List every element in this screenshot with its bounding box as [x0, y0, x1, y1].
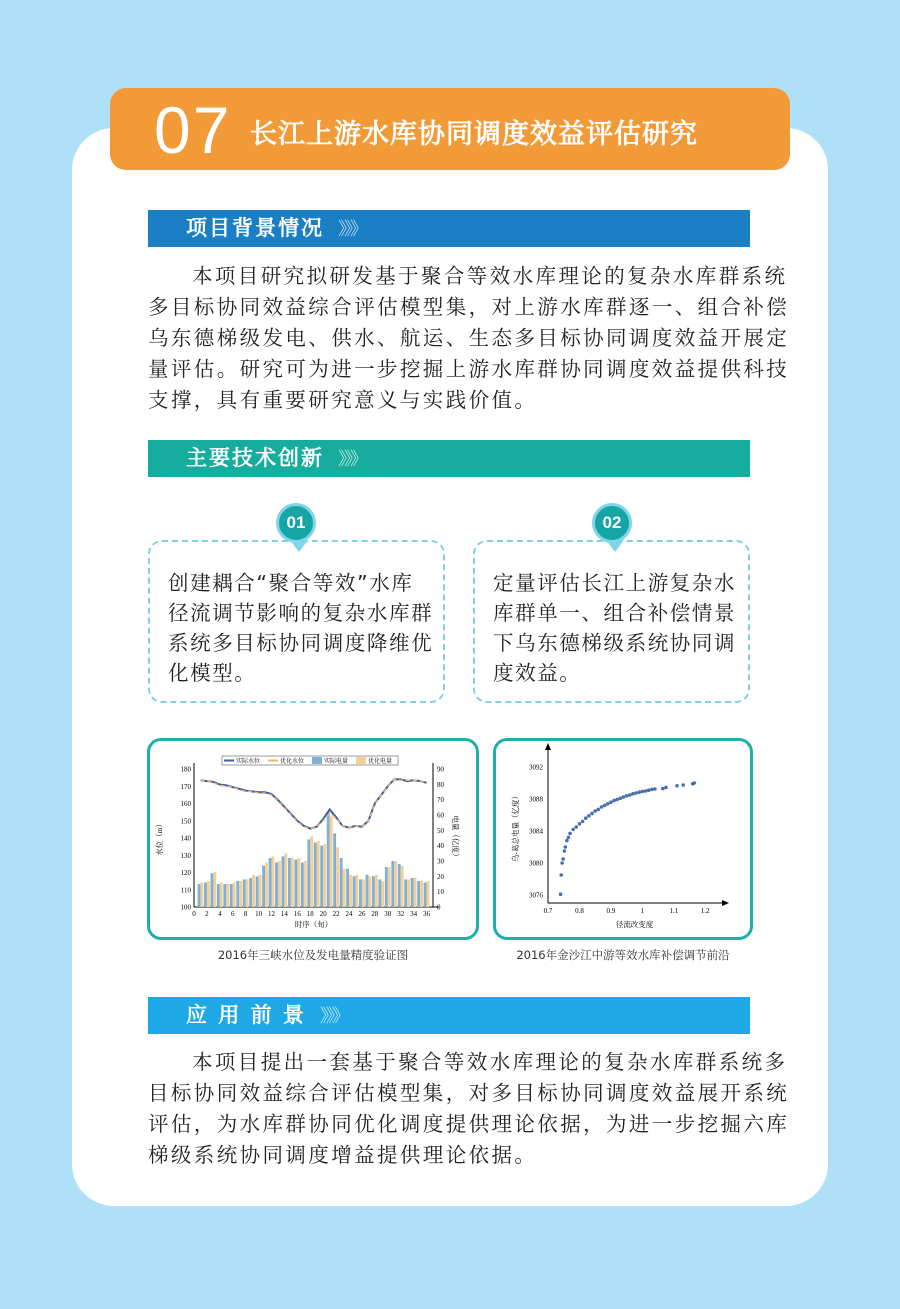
bar-actual-power [294, 859, 297, 907]
section-title: 主要技术创新 [186, 446, 324, 470]
bar-actual-power [417, 881, 420, 907]
scatter-point [565, 839, 569, 843]
section-header-background [148, 210, 750, 247]
text-line: 量评估。研究可为进一步挖掘上游水库群协同调度效益提供科技 [148, 357, 790, 381]
text-line: 径流调节影响的复杂水库群 [168, 601, 434, 625]
x-tick-label: 20 [319, 910, 327, 918]
legend-label: 优化电量 [368, 759, 393, 765]
bar-optimized-power [414, 878, 417, 907]
bar-optimized-power [420, 881, 423, 907]
chart-panel-water-level [147, 738, 479, 940]
legend-label: 实际电量 [324, 759, 349, 765]
bar-actual-power [275, 863, 278, 907]
bar-optimized-power [259, 875, 262, 907]
scatter-point [590, 812, 594, 816]
x-axis-label: 径流改变度 [615, 920, 654, 929]
y2-tick-label: 80 [437, 780, 444, 789]
y2-axis-label: 电量（亿度） [451, 815, 460, 861]
x-tick-label: 4 [218, 910, 222, 918]
bar-actual-power [391, 861, 394, 907]
text-line: 系统多目标协同调度降维优 [168, 631, 434, 655]
bar-optimized-power [246, 879, 249, 907]
x-tick-label: 2 [205, 910, 209, 918]
text-line: 创建耦合“聚合等效”水库 [168, 571, 414, 595]
x-tick-label: 34 [410, 910, 418, 918]
y-tick-label: 140 [180, 834, 191, 843]
y-tick-label: 180 [180, 765, 191, 774]
section-title: 应 用 前 景 [186, 1003, 306, 1027]
x-tick-label: 18 [306, 910, 314, 918]
y-tick-label: 3080 [529, 859, 543, 868]
bar-optimized-power [343, 869, 346, 907]
scatter-point [587, 814, 591, 818]
bar-optimized-power [394, 861, 397, 907]
bar-optimized-power [278, 861, 281, 907]
y-tick-label: 3092 [529, 763, 543, 772]
x-tick-label: 28 [371, 910, 379, 918]
scatter-point [681, 783, 685, 787]
x-tick-label: 16 [293, 910, 301, 918]
bar-actual-power [359, 879, 362, 907]
y-tick-label: 110 [180, 886, 191, 895]
bar-optimized-power [297, 858, 300, 907]
scatter-point [634, 791, 638, 795]
text-line: 支撑，具有重要研究意义与实践价值。 [148, 388, 538, 412]
scatter-point [600, 805, 604, 809]
chevrons-icon: 》》》 [319, 1006, 347, 1027]
bar-actual-power [217, 884, 220, 907]
bar-actual-power [333, 833, 336, 907]
x-tick-label: 10 [255, 910, 263, 918]
x-tick-label: 24 [345, 910, 353, 918]
x-tick-label: 12 [268, 910, 276, 918]
bar-actual-power [223, 884, 226, 907]
y-tick-label: 3088 [529, 795, 543, 804]
bar-optimized-power [368, 876, 371, 907]
bar-optimized-power [200, 882, 203, 907]
legend-swatch [356, 757, 366, 764]
y-tick-label: 160 [180, 800, 191, 808]
bar-optimized-power [388, 867, 391, 907]
x-tick-label: 30 [384, 910, 392, 918]
bar-actual-power [320, 846, 323, 907]
innovation-card-1 [148, 540, 445, 703]
y2-tick-label: 10 [437, 888, 444, 897]
background-paragraph [148, 261, 790, 416]
y2-tick-label: 40 [437, 842, 444, 851]
bar-optimized-power [233, 882, 236, 907]
legend-label: 实际水位 [236, 759, 261, 765]
bar-actual-power [198, 884, 201, 907]
bar-actual-power [372, 876, 375, 907]
scatter-point [603, 804, 607, 808]
chevrons-icon: 》》》 [338, 449, 365, 470]
y2-tick-label: 30 [437, 857, 444, 866]
scatter-point [631, 792, 635, 796]
bar-actual-power [236, 881, 239, 907]
bar-actual-power [249, 878, 252, 907]
scatter-point [584, 816, 588, 820]
bar-actual-power [269, 858, 272, 907]
frontier-scatter-chart [496, 741, 750, 937]
bar-optimized-power [304, 861, 307, 907]
bar-optimized-power [226, 884, 229, 907]
text-line: 化模型。 [168, 661, 257, 685]
scatter-point [561, 857, 565, 861]
scatter-point [563, 849, 567, 853]
bar-optimized-power [401, 866, 404, 907]
text-line: 度效益。 [493, 661, 582, 685]
scatter-point [637, 790, 641, 794]
x-tick-label: 36 [423, 910, 431, 918]
bar-actual-power [346, 869, 349, 907]
bar-optimized-power [323, 844, 326, 907]
scatter-point [578, 822, 582, 826]
x-tick-label: 26 [358, 910, 366, 918]
y-axis-arrow-icon [545, 743, 551, 750]
bar-optimized-power [362, 879, 365, 907]
bar-actual-power [404, 879, 407, 907]
scatter-point [615, 798, 619, 802]
bar-optimized-power [407, 879, 410, 907]
chapter-number: 07 [154, 93, 232, 167]
scatter-point [571, 828, 575, 832]
y2-tick-label: 20 [437, 872, 444, 881]
bar-actual-power [314, 843, 317, 907]
bar-optimized-power [336, 847, 339, 907]
line-actual-water-level [200, 779, 426, 828]
bar-actual-power [424, 882, 427, 907]
bar-actual-power [353, 876, 356, 907]
scatter-point [628, 793, 632, 797]
bar-optimized-power [317, 841, 320, 907]
x-tick-label: 1 [640, 907, 645, 915]
scatter-point [692, 781, 696, 785]
scatter-point [644, 789, 648, 793]
bar-actual-power [366, 875, 369, 907]
y-axis-label: 水位（m） [155, 820, 164, 856]
bar-actual-power [327, 812, 330, 907]
scatter-point [559, 892, 563, 896]
x-tick-label: 14 [280, 910, 288, 918]
scatter-point [664, 786, 668, 790]
bar-optimized-power [239, 881, 242, 907]
text-line: 乌东德梯级发电、供水、航运、生态多目标协同调度效益开展定 [148, 326, 790, 350]
section-header-prospect [148, 997, 750, 1034]
x-tick-label: 22 [332, 910, 340, 918]
scatter-point [568, 832, 572, 836]
scatter-point [625, 794, 629, 798]
legend-label: 优化水位 [280, 759, 305, 765]
y2-tick-label: 90 [437, 765, 444, 774]
scatter-point [560, 861, 564, 865]
scatter-point [609, 800, 613, 804]
scatter-point [653, 787, 657, 791]
bar-actual-power [288, 858, 291, 907]
scatter-point [661, 787, 665, 791]
bar-optimized-power [349, 875, 352, 907]
scatter-point [597, 808, 601, 812]
pin-badge-01: 01 [276, 503, 316, 543]
x-tick-label: 1.1 [669, 907, 679, 915]
y-tick-label: 3076 [529, 891, 543, 900]
x-tick-label: 0.7 [543, 907, 553, 915]
scatter-point [647, 788, 651, 792]
bar-optimized-power [252, 875, 255, 907]
text-line: 下乌东德梯级系统协同调 [493, 631, 737, 655]
x-tick-label: 6 [231, 910, 235, 918]
bar-actual-power [378, 879, 381, 907]
y-tick-label: 130 [180, 851, 191, 860]
bar-optimized-power [310, 836, 313, 907]
scatter-point [641, 790, 645, 794]
bar-actual-power [210, 873, 213, 907]
section-title: 项目背景情况 [186, 216, 324, 240]
x-tick-label: 1.2 [700, 907, 710, 915]
chart-caption: 2016年金沙江中游等效水库补偿调节前沿 [516, 948, 730, 962]
innovation-card-2 [473, 540, 750, 703]
bar-actual-power [204, 882, 207, 907]
chart-caption: 2016年三峡水位及发电量精度验证图 [217, 948, 409, 962]
scatter-point [593, 809, 597, 813]
scatter-point [575, 825, 579, 829]
bar-actual-power [398, 864, 401, 907]
y-tick-label: 170 [180, 782, 191, 791]
bar-actual-power [301, 863, 304, 907]
bar-optimized-power [427, 881, 430, 907]
page-title: 长江上游水库协同调度效益评估研究 [250, 119, 698, 150]
chevrons-icon: 》》》 [338, 219, 365, 240]
bar-optimized-power [272, 856, 275, 907]
text-line: 多目标协同效益综合评估模型集，对上游水库群逐一、组合补偿 [148, 295, 790, 319]
y2-tick-label: 60 [437, 811, 444, 820]
bar-actual-power [282, 856, 285, 907]
legend-swatch [312, 757, 322, 764]
scatter-point [606, 802, 610, 806]
text-line: 本项目研究拟研发基于聚合等效水库理论的复杂水库群系统 [192, 264, 788, 288]
pin-badge-02: 02 [592, 503, 632, 543]
bar-optimized-power [330, 817, 333, 907]
x-tick-label: 0.8 [575, 907, 584, 915]
scatter-point [559, 873, 563, 877]
y-tick-label: 3084 [529, 827, 543, 836]
bar-optimized-power [207, 881, 210, 907]
bar-actual-power [243, 879, 246, 907]
bar-actual-power [230, 884, 233, 907]
x-tick-label: 0.9 [606, 907, 616, 915]
bar-actual-power [262, 866, 265, 907]
x-tick-label: 8 [243, 910, 248, 918]
prospect-paragraph [148, 1047, 790, 1171]
x-tick-label: 0 [192, 910, 196, 918]
scatter-point [622, 795, 626, 799]
scatter-point [612, 799, 616, 803]
bar-actual-power [256, 876, 259, 907]
x-tick-label: 32 [397, 910, 405, 918]
scatter-point [567, 836, 571, 840]
y2-tick-label: 50 [437, 826, 444, 835]
header-banner [110, 88, 790, 170]
text-line: 定量评估长江上游复杂水 [493, 571, 737, 595]
chart-panel-frontier [493, 738, 753, 940]
bar-actual-power [385, 867, 388, 907]
text-line: 梯级系统协同调度增益提供理论依据。 [148, 1143, 538, 1167]
bar-optimized-power [291, 858, 294, 907]
text-line: 评估，为水库群协同优化调度提供理论依据，为进一步挖掘六库 [148, 1112, 790, 1136]
text-line: 本项目提出一套基于聚合等效水库理论的复杂水库群系统多 [192, 1050, 788, 1074]
bar-optimized-power [265, 863, 268, 907]
y-tick-label: 100 [180, 903, 191, 912]
bar-actual-power [411, 878, 414, 907]
bar-optimized-power [220, 882, 223, 907]
scatter-point [675, 784, 679, 788]
bar-optimized-power [355, 875, 358, 907]
text-line: 目标协同效益综合评估模型集，对多目标协同调度效益展开系统 [148, 1081, 790, 1105]
bar-optimized-power [213, 872, 216, 907]
scatter-point [650, 788, 654, 792]
y2-tick-label: 0 [437, 903, 441, 912]
y2-tick-label: 70 [437, 796, 444, 805]
x-axis-arrow-icon [722, 900, 729, 906]
bar-optimized-power [284, 853, 287, 907]
y-tick-label: 150 [180, 817, 191, 826]
y-axis-label: 乌-葛总电量（亿度） [511, 792, 520, 862]
section-header-innovation [148, 440, 750, 477]
bar-actual-power [307, 840, 310, 907]
y-tick-label: 120 [180, 869, 191, 877]
water-level-power-chart [150, 741, 476, 937]
scatter-point [581, 820, 585, 824]
scatter-point [619, 796, 623, 800]
bar-optimized-power [375, 875, 378, 907]
scatter-point [564, 845, 568, 849]
bar-actual-power [340, 858, 343, 907]
bar-optimized-power [381, 881, 384, 907]
text-line: 库群单一、组合补偿情景 [493, 601, 737, 625]
x-axis-label: 时序（旬） [294, 920, 333, 929]
